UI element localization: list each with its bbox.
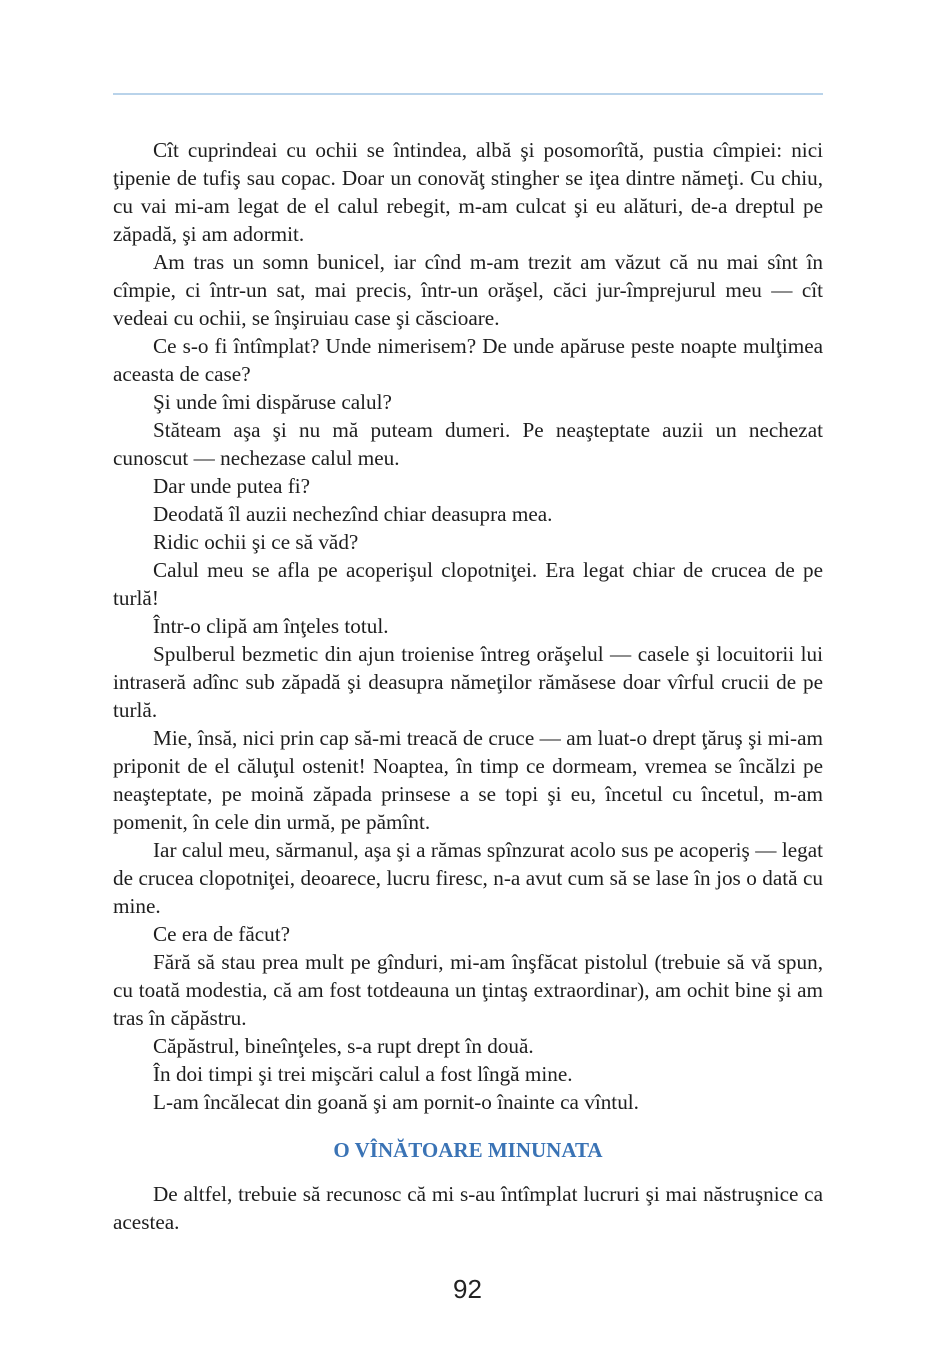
section-heading: O VÎNĂTOARE MINUNATA — [333, 1138, 603, 1162]
page-body — [113, 136, 823, 1236]
paragraph: Dar unde putea fi? — [153, 474, 311, 498]
paragraph: Cît cuprindeai cu ochii se întindea, albă şi posomorîtă, pustia cîmpiei: nici ţipenie de tufiş sau copac. Doar un conovăţ stingher se iţea dintre nămeţi. Cu chiu, cu vai mi-am legat de el calul rebegit, m-am culcat şi eu alături, de-a dreptul pe zăpadă, şi am adormit. — [113, 138, 823, 246]
paragraph: L-am încălecat din goană şi am pornit-o înainte ca vîntul. — [153, 1090, 639, 1114]
paragraph: Am tras un somn bunicel, iar cînd m-am trezit am văzut că nu mai sînt în cîmpie, ci într-un sat, mai precis, într-un orăşel, căci jur-împrejurul meu — cît vedeai cu ochii, se înşiruiau case şi căscioare. — [113, 250, 823, 330]
paragraph: Ce era de făcut? — [153, 922, 291, 946]
header-rule — [113, 93, 823, 95]
paragraph: Stăteam aşa şi nu mă puteam dumeri. Pe neaşteptate auzii un nechezat cunoscut — nechezase calul meu. — [113, 418, 823, 470]
paragraph: Fără să stau prea mult pe gînduri, mi-am înşfăcat pistolul (trebuie să vă spun, cu toată modestia, că am fost totdeauna un ţintaş extraordinar), am ochit bine şi am tras în căpăstru. — [113, 950, 823, 1030]
paragraph: Într-o clipă am înţeles totul. — [153, 614, 389, 638]
paragraph: Iar calul meu, sărmanul, aşa şi a rămas spînzurat acolo sus pe acoperiş — legat de crucea clopotniţei, deoarece, lucru firesc, n-a avut cum să se lase în jos o dată cu mine. — [113, 838, 823, 918]
paragraph: Ridic ochii şi ce să văd? — [153, 530, 359, 554]
paragraph: Deodată îl auzii nechezînd chiar deasupra mea. — [153, 502, 553, 526]
paragraph: Mie, însă, nici prin cap să-mi treacă de cruce — am luat-o drept ţăruş şi mi-am priponit de el căluţul ostenit! Noaptea, în timp ce dormeam, vremea se încălzi pe neaşteptate, pe moină zăpada prinsese a se topi şi eu, încetul cu încetul, m-am pomenit, în cele din urmă, pe pămînt. — [113, 726, 823, 834]
paragraph: De altfel, trebuie să recunosc că mi s-au întîmplat lucruri şi mai năstruşnice ca acestea. — [113, 1182, 823, 1234]
paragraph: Şi unde îmi dispăruse calul? — [153, 390, 392, 414]
page-number: 92 — [453, 1274, 482, 1304]
paragraph: Căpăstrul, bineînţeles, s-a rupt drept în două. — [153, 1034, 534, 1058]
paragraph: Spulberul bezmetic din ajun troienise întreg orăşelul — casele şi locuitorii lui intraseră adînc sub zăpadă şi deasupra nămeţilor rămăsese doar vîrful crucii de pe turlă. — [113, 642, 823, 722]
paragraph: Calul meu se afla pe acoperişul clopotniţei. Era legat chiar de crucea de pe turlă! — [113, 558, 823, 610]
paragraph: Ce s-o fi întîmplat? Unde nimerisem? De unde apăruse peste noapte mulţimea aceasta de case? — [113, 334, 823, 386]
paragraph: În doi timpi şi trei mişcări calul a fost lîngă mine. — [153, 1062, 573, 1086]
